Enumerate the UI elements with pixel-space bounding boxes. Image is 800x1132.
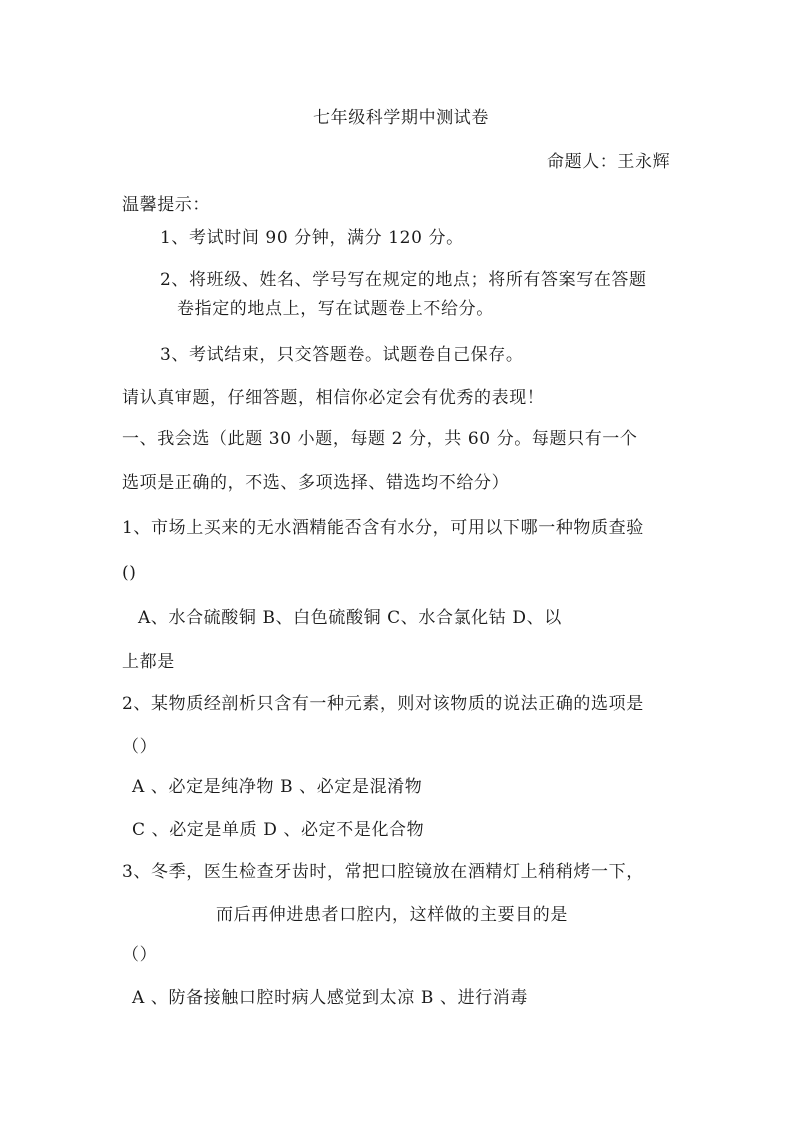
tips-heading: 温馨提示：: [122, 195, 210, 215]
tip-item: 2、将班级、姓名、学号写在规定的地点；将所有答案写在答题: [160, 270, 647, 290]
author-line: 命题人：王永辉: [547, 152, 671, 172]
question-3: 3、冬季，医生检查牙齿时，常把口腔镜放在酒精灯上稍稍烤一下，: [122, 862, 644, 882]
question-3-answer-paren: （）: [122, 945, 158, 965]
section-heading: 一、我会选（此题 30 小题，每题 2 分，共 60 分。每题只有一个: [122, 429, 638, 449]
question-3-options: A 、防备接触口腔时病人感觉到太凉 B 、进行消毒: [132, 988, 528, 1008]
question-2: 2、某物质经剖析只含有一种元素，则对该物质的说法正确的选项是: [122, 694, 644, 714]
question-2-options: A 、必定是纯净物 B 、必定是混淆物: [132, 777, 423, 797]
encouragement-text: 请认真审题，仔细答题，相信你必定会有优秀的表现！: [122, 388, 545, 408]
tip-item-continuation: 卷指定的地点上，写在试题卷上不给分。: [177, 299, 494, 319]
tip-item: 3、考试结束，只交答题卷。试题卷自己保存。: [160, 345, 524, 365]
question-2-options: C 、必定是单质 D 、必定不是化合物: [132, 820, 425, 840]
question-1-options: A、水合硫酸铜 B、白色硫酸铜 C、水合氯化钴 D、以: [138, 608, 562, 628]
question-1: 1、市场上买来的无水酒精能否含有水分，可用以下哪一种物质查验: [122, 518, 644, 538]
section-heading-continuation: 选项是正确的，不选、多项选择、错选均不给分）: [122, 473, 510, 493]
question-1-answer-paren: (): [122, 563, 137, 583]
question-1-options-continuation: 上都是: [122, 652, 175, 672]
question-3-continuation: 而后再伸进患者口腔内，这样做的主要目的是: [216, 905, 568, 925]
tip-item: 1、考试时间 90 分钟，满分 120 分。: [160, 228, 464, 248]
page-title: 七年级科学期中测试卷: [313, 108, 489, 128]
question-2-answer-paren: （）: [122, 737, 158, 757]
